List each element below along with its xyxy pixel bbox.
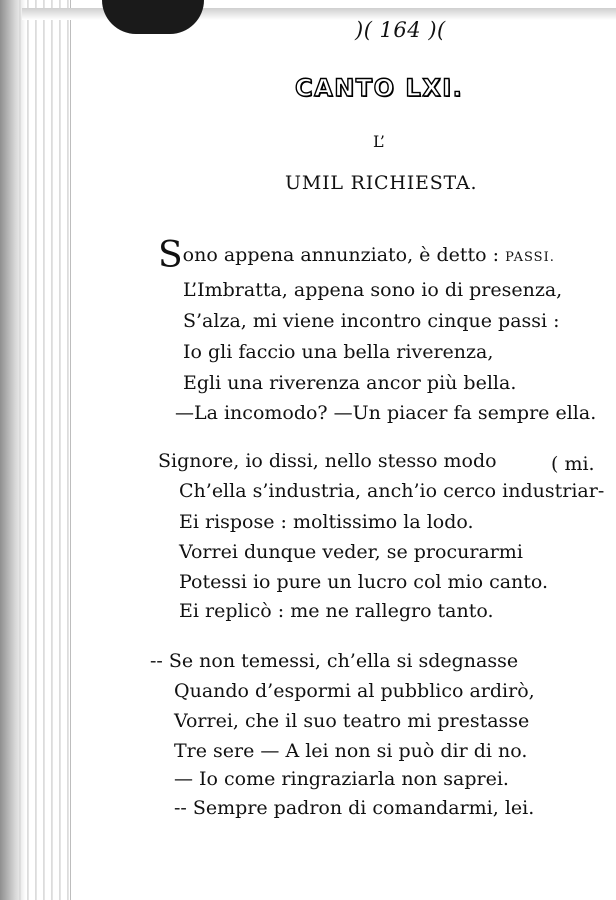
verse-tail: ( mi. <box>551 453 595 475</box>
verse-line: S’alza, mi viene incontro cinque passi : <box>183 310 560 332</box>
verse-line: Ch’ella s’industria, anch’io cerco industriar- <box>179 480 605 502</box>
book-gutter-shadow <box>0 0 26 900</box>
page-number: )( 164 )( <box>355 18 446 42</box>
verse-line: -- Sempre padron di comandarmi, lei. <box>174 797 535 819</box>
verse-line: — Io come ringraziarla non saprei. <box>174 768 509 790</box>
verse-line: -- Se non temessi, ch’ella si sdegnasse <box>150 650 519 672</box>
verse-text: ono appena annunziato, è detto : <box>182 244 506 266</box>
verse-line: Egli una riverenza ancor più bella. <box>183 372 517 394</box>
verse-text: Signore, io dissi, nello stesso modo <box>158 450 497 472</box>
verse-line: Potessi io pure un lucro col mio canto. <box>179 571 549 593</box>
canto-title: CANTO LXI. <box>295 74 464 102</box>
verse-line: Io gli faccio una bella riverenza, <box>183 341 494 363</box>
title-article: L’ <box>373 132 385 151</box>
drop-cap: S <box>158 235 183 276</box>
verse-line: L’Imbratta, appena sono io di presenza, <box>183 279 563 301</box>
verse-line: Vorrei, che il suo teatro mi prestasse <box>174 710 530 732</box>
poem-subtitle: UMIL RICHIESTA. <box>285 172 478 194</box>
verse-line: Ei replicò : me ne rallegro tanto. <box>179 600 494 622</box>
binding-clip <box>102 0 204 34</box>
verse-line: Vorrei dunque veder, se procurarmi <box>179 541 523 563</box>
verse-line: Tre sere — A lei non si può dir di no. <box>174 740 528 762</box>
verse-line: —La incomodo? —Un piacer fa sempre ella. <box>175 402 597 424</box>
verse-line: Ei rispose : moltissimo la lodo. <box>179 511 474 533</box>
verse-line: Quando d’espormi al pubblico ardirò, <box>174 680 535 702</box>
verse-smallcaps: PASSI. <box>505 250 555 265</box>
verse-line <box>158 448 497 474</box>
verse-line <box>158 235 555 276</box>
